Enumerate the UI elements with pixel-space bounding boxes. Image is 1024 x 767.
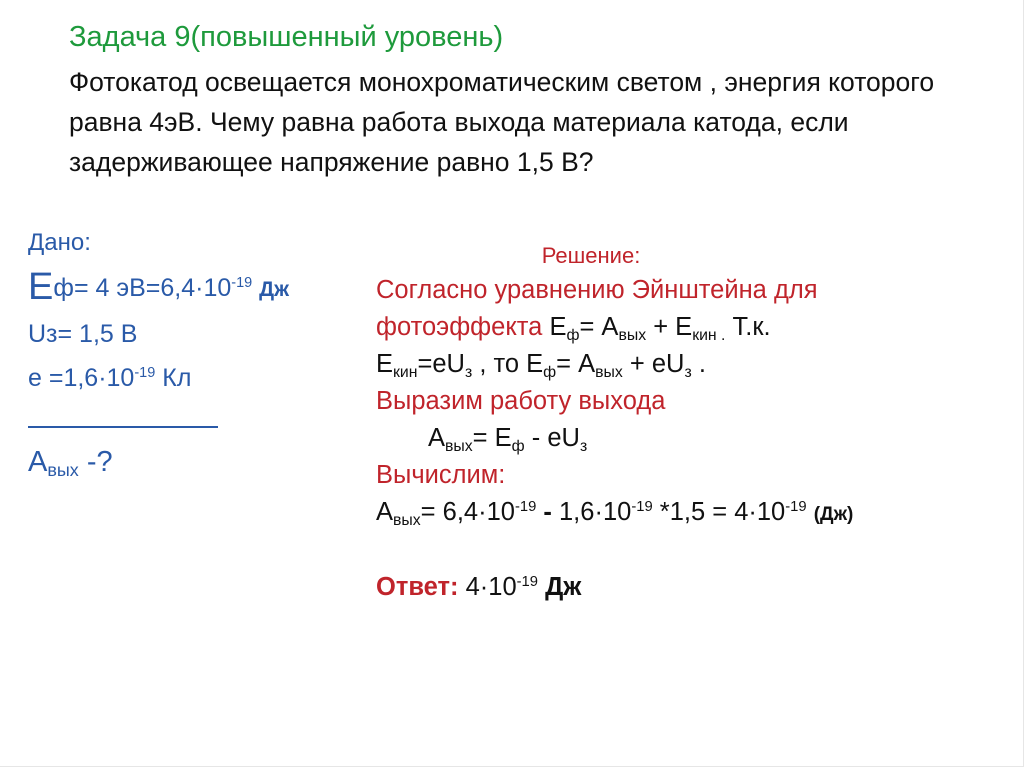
line3-z2-sub: з bbox=[684, 364, 692, 381]
line2-eq: = А bbox=[579, 313, 619, 341]
line2-kin-sub: кин . bbox=[692, 327, 726, 344]
formula-minus: - eU bbox=[524, 424, 580, 452]
line2-E-sub: ф bbox=[566, 327, 580, 344]
task-title: Задача 9(повышенный уровень) bbox=[69, 21, 504, 53]
solution-express: Выразим работу выхода bbox=[376, 387, 666, 415]
energy-sub: ф bbox=[53, 274, 74, 302]
given-charge bbox=[28, 360, 358, 396]
energy-symbol: Е bbox=[28, 266, 54, 308]
charge-unit: Кл bbox=[162, 364, 192, 392]
line3-A-sub: вых bbox=[595, 364, 623, 381]
line2-E: Е bbox=[549, 313, 567, 341]
solution-line-1: Согласно уравнению Эйнштейна для bbox=[376, 276, 818, 304]
line2-A-sub: вых bbox=[618, 327, 647, 344]
solution-line-3 bbox=[376, 346, 976, 383]
solution-answer bbox=[376, 569, 976, 606]
calc-exp1: -19 bbox=[514, 499, 537, 515]
answer-exp: -19 bbox=[516, 574, 538, 590]
calc-A: А bbox=[376, 498, 394, 526]
given-find bbox=[28, 442, 358, 482]
line3-end: . bbox=[691, 350, 706, 378]
formula-f-sub: ф bbox=[511, 438, 525, 455]
answer-value: 4·10 bbox=[458, 573, 517, 601]
calc-exp3: -19 bbox=[785, 499, 807, 515]
given-block bbox=[28, 225, 358, 482]
solution-formula bbox=[376, 420, 976, 457]
calc-A-sub: вых bbox=[393, 512, 421, 529]
line3-z-sub: з bbox=[464, 364, 473, 381]
calc-part1: = 6,4·10 bbox=[420, 498, 515, 526]
solution-calculation bbox=[376, 494, 976, 533]
line3-plus: + eU bbox=[622, 350, 685, 378]
charge-exp: -19 bbox=[134, 365, 156, 381]
calc-part3: *1,5 = 4·10 bbox=[652, 498, 786, 526]
charge-value: е =1,6·10 bbox=[28, 364, 135, 392]
solution-block bbox=[376, 240, 976, 606]
line2-plus: + Е bbox=[646, 313, 693, 341]
calc-unit: (Дж) bbox=[813, 504, 854, 525]
line3-eq: =eU bbox=[417, 350, 465, 378]
answer-unit: Дж bbox=[545, 573, 582, 601]
problem-statement: Фотокатод освещается монохроматическим светом , энергия которого равна 4эВ. Чему равна работа выхода материала катода, если задерживающее напряжение равно 1,5 В? bbox=[69, 67, 935, 177]
line3-kin-sub: кин bbox=[393, 364, 418, 381]
given-divider bbox=[28, 426, 218, 428]
given-energy bbox=[28, 266, 358, 308]
formula-A-sub: вых bbox=[445, 438, 473, 455]
find-suffix: -? bbox=[78, 446, 113, 478]
given-voltage: Uз= 1,5 В bbox=[28, 320, 138, 348]
line3-then: , то Е bbox=[472, 350, 544, 378]
energy-exp: -19 bbox=[231, 275, 253, 291]
energy-unit: Дж bbox=[259, 278, 290, 301]
given-label: Дано: bbox=[28, 229, 91, 256]
solution-heading: Решение: bbox=[541, 243, 641, 268]
line3-E: Е bbox=[376, 350, 394, 378]
calc-part2: 1,6·10 bbox=[559, 498, 632, 526]
answer-label: Ответ: bbox=[376, 573, 459, 601]
formula-A: А bbox=[428, 424, 446, 452]
line2-prefix: фотоэффекта bbox=[376, 313, 550, 341]
line2-formula bbox=[549, 313, 771, 344]
find-sub: вых bbox=[47, 460, 79, 480]
calc-exp2: -19 bbox=[631, 499, 653, 515]
solution-line-2 bbox=[376, 309, 976, 346]
energy-value: = 4 эВ=6,4·10 bbox=[73, 274, 232, 302]
line3-eqA: = А bbox=[556, 350, 596, 378]
solution-compute: Вычислим: bbox=[376, 461, 506, 489]
line3-f-sub: ф bbox=[543, 364, 557, 381]
formula-eq: = Е bbox=[472, 424, 512, 452]
line2-tk: Т.к. bbox=[725, 313, 771, 341]
formula-z-sub: з bbox=[579, 438, 588, 455]
calc-minus: - bbox=[536, 498, 559, 526]
find-symbol: А bbox=[28, 446, 48, 478]
